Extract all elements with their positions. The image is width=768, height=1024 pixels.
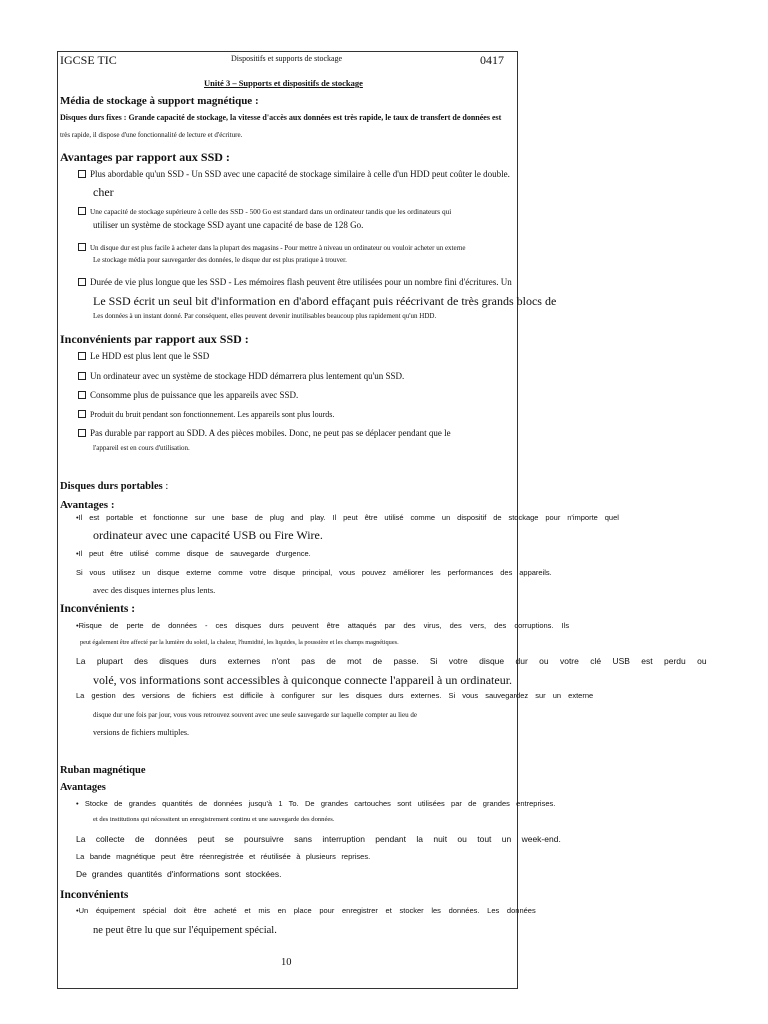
portable-adv-1-cont: ordinateur avec une capacité USB ou Fire Wire. — [93, 528, 323, 542]
unit-title: Unité 3 – Supports et dispositifs de stockage — [204, 78, 363, 88]
portable-adv-3: Si vous utilisez un disque externe comme votre disque principal, vous pouvez améliorer les performances des appareils. — [76, 568, 552, 577]
page-number: 10 — [281, 957, 292, 968]
ssd-disadvantages-heading: Inconvénients par rapport aux SSD : — [60, 332, 249, 346]
list-item: Consomme plus de puissance que les appareils avec SSD. — [78, 391, 298, 400]
portable-dis-1-cont: peut également être affecté par la lumière du soleil, la chaleur, l'humidité, les liquides, la poussière et les champs magnétiques. — [80, 639, 399, 646]
list-item: Pas durable par rapport au SDD. A des pièces mobiles. Donc, ne peut pas se déplacer pendant que le — [78, 429, 451, 438]
list-item: Plus abordable qu'un SSD - Un SSD avec une capacité de stockage similaire à celle d'un HDD peut coûter le double. — [78, 170, 510, 179]
portable-advantages-heading: Avantages : — [60, 499, 115, 511]
list-item-cont: utiliser un système de stockage SSD ayant une capacité de base de 128 Go. — [93, 220, 364, 230]
checkbox-bullet-icon — [78, 410, 86, 418]
list-item: Un ordinateur avec un système de stockage HDD démarrera plus lentement qu'un SSD. — [78, 372, 404, 381]
tape-heading: Ruban magnétique — [60, 765, 146, 776]
list-item-cont: Le stockage média pour sauvegarder des données, le disque dur est plus pratique à trouver. — [93, 256, 347, 264]
checkbox-bullet-icon — [78, 372, 86, 380]
header-title: Dispositifs et supports de stockage — [231, 54, 343, 63]
hdd-intro-line2: très rapide, il dispose d'une fonctionnalité de lecture et d'écriture. — [60, 131, 243, 139]
list-item-cont: Le SSD écrit un seul bit d'information en d'abord effaçant puis réécrivant de très grands blocs de — [93, 294, 557, 308]
portable-dis-2: La plupart des disques durs externes n'ont pas de mot de passe. Si votre disque dur ou votre clé USB est perdu ou — [76, 656, 707, 666]
tape-advantages-heading: Avantages — [60, 782, 106, 793]
list-item: Un disque dur est plus facile à acheter dans la plupart des magasins - Pour mettre à niveau un ordinateur ou vouloir acheter un externe — [78, 243, 466, 252]
portable-adv-1: •Il est portable et fonctionne sur une base de plug and play. Il peut être utilisé comme un dispositif de stockage pour n'importe quel — [76, 513, 619, 522]
portable-dis-2-cont: volé, vos informations sont accessibles à quiconque connecte l'appareil à un ordinateur. — [93, 673, 513, 687]
checkbox-bullet-icon — [78, 429, 86, 437]
tape-dis-1: •Un équipement spécial doit être acheté et mis en place pour enregistrer et stocker les données. Les données — [76, 906, 536, 915]
portable-dis-3-cont: disque dur une fois par jour, vous vous retrouvez souvent avec une seule sauvegarde sur laquelle compter au lieu de — [93, 711, 417, 719]
ssd-advantages-heading: Avantages par rapport aux SSD : — [60, 150, 230, 164]
list-item: Produit du bruit pendant son fonctionnement. Les appareils sont plus lourds. — [78, 410, 334, 419]
tape-adv-4: De grandes quantités d'informations sont stockées. — [76, 869, 282, 879]
portable-dis-3: La gestion des versions de fichiers est difficile à configurer sur les disques durs externes. Si vous sauvegardez sur un externe — [76, 691, 594, 700]
portable-dis-1: •Risque de perte de données - ces disques durs peuvent être attaqués par des virus, des vers, des corruptions. Ils — [76, 621, 570, 630]
checkbox-bullet-icon — [78, 278, 86, 286]
portable-dis-3-cont2: versions de fichiers multiples. — [93, 728, 189, 737]
tape-adv-1: • Stocke de grandes quantités de données jusqu'à 1 To. De grandes cartouches sont utilisées par de grandes entreprises. — [76, 799, 556, 808]
tape-adv-1-cont: et des institutions qui nécessitent un enregistrement continu et une sauvegarde des données. — [93, 816, 335, 823]
portable-adv-2: •Il peut être utilisé comme disque de sauvegarde d'urgence. — [76, 549, 311, 558]
list-item-cont: Les données à un instant donné. Par conséquent, elles peuvent devenir inutilisables beaucoup plus rapidement qu'un HDD. — [93, 312, 437, 320]
tape-adv-2: La collecte de données peut se poursuivre sans interruption pendant la nuit ou tout un week-end. — [76, 834, 561, 844]
checkbox-bullet-icon — [78, 352, 86, 360]
tape-adv-3: La bande magnétique peut être réenregistrée et réutilisée à plusieurs reprises. — [76, 852, 371, 861]
header-code: 0417 — [480, 53, 504, 67]
list-item: Le HDD est plus lent que le SSD — [78, 352, 209, 361]
portable-heading: Disques durs portables : — [60, 481, 169, 492]
checkbox-bullet-icon — [78, 207, 86, 215]
tape-disadvantages-heading: Inconvénients — [60, 889, 129, 901]
magnetic-heading: Média de stockage à support magnétique : — [60, 95, 259, 107]
header-course: IGCSE TIC — [60, 53, 117, 67]
tape-dis-1-cont: ne peut être lu que sur l'équipement spécial. — [93, 925, 277, 936]
checkbox-bullet-icon — [78, 170, 86, 178]
portable-disadvantages-heading: Inconvénients : — [60, 603, 136, 615]
list-item-cont: cher — [93, 185, 114, 199]
list-item: Une capacité de stockage supérieure à celle des SSD - 500 Go est standard dans un ordinateur tandis que les ordinateurs qui — [78, 207, 451, 215]
checkbox-bullet-icon — [78, 243, 86, 251]
hdd-intro-line1: Disques durs fixes : Grande capacité de stockage, la vitesse d'accès aux données est très rapide, le taux de transfert de données est — [60, 113, 502, 122]
list-item: Durée de vie plus longue que les SSD - Les mémoires flash peuvent être utilisées pour un nombre fini d'écritures. Un — [78, 278, 512, 287]
checkbox-bullet-icon — [78, 391, 86, 399]
portable-adv-3-cont: avec des disques internes plus lents. — [93, 585, 216, 595]
list-item-cont: l'appareil est en cours d'utilisation. — [93, 444, 190, 452]
